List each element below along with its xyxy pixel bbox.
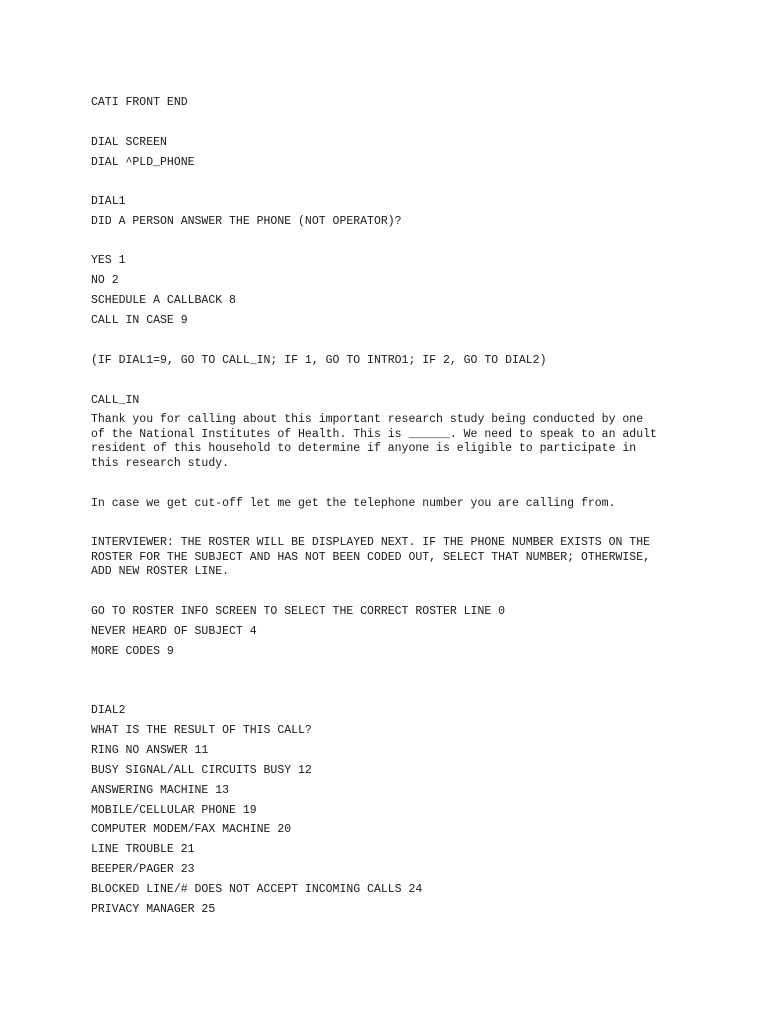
dial-screen-subheading: DIAL ^PLD_PHONE: [91, 156, 195, 169]
dial2-option: COMPUTER MODEM/FAX MACHINE 20: [91, 823, 292, 836]
dial1-option: CALL IN CASE 9: [91, 314, 188, 327]
dial1-question: DID A PERSON ANSWER THE PHONE (NOT OPERATOR)?: [91, 215, 402, 228]
dial2-question: WHAT IS THE RESULT OF THIS CALL?: [91, 724, 312, 737]
dial2-option: BUSY SIGNAL/ALL CIRCUITS BUSY 12: [91, 764, 312, 777]
interviewer-instruction-line: ADD NEW ROSTER LINE.: [91, 565, 230, 579]
dial1-option: YES 1: [91, 254, 126, 267]
call-in-option: NEVER HEARD OF SUBJECT 4: [91, 625, 257, 638]
call-in-option: GO TO ROSTER INFO SCREEN TO SELECT THE CORRECT ROSTER LINE 0: [91, 605, 506, 618]
dial2-option: PRIVACY MANAGER 25: [91, 903, 216, 916]
call-in-intro-line: Thank you for calling about this important research study being conducted by one: [91, 413, 644, 426]
interviewer-instruction: [91, 536, 691, 580]
dial2-option: LINE TROUBLE 21: [91, 843, 195, 856]
interviewer-instruction-line: ROSTER FOR THE SUBJECT AND HAS NOT BEEN CODED OUT, SELECT THAT NUMBER; OTHERWISE,: [91, 550, 650, 564]
dial2-option: RING NO ANSWER 11: [91, 744, 209, 757]
dial1-option: SCHEDULE A CALLBACK 8: [91, 294, 236, 307]
document-title: CATI FRONT END: [91, 96, 188, 109]
dial2-option: MOBILE/CELLULAR PHONE 19: [91, 804, 257, 817]
call-in-intro-line: of the National Institutes of Health. This is ______. We need to speak to an adult: [91, 427, 657, 441]
call-in-intro: [91, 413, 691, 471]
interviewer-instruction-line: INTERVIEWER: THE ROSTER WILL BE DISPLAYED NEXT. IF THE PHONE NUMBER EXISTS ON THE: [91, 536, 650, 549]
dial2-option: ANSWERING MACHINE 13: [91, 784, 230, 797]
dial2-id: DIAL2: [91, 704, 126, 717]
call-in-option: MORE CODES 9: [91, 645, 174, 658]
dial2-option: BLOCKED LINE/# DOES NOT ACCEPT INCOMING CALLS 24: [91, 883, 423, 896]
dial1-option: NO 2: [91, 274, 119, 287]
call-in-cutoff: In case we get cut-off let me get the telephone number you are calling from.: [91, 497, 616, 510]
dial-screen-heading: DIAL SCREEN: [91, 136, 167, 149]
call-in-intro-line: this research study.: [91, 456, 230, 470]
dial2-option: BEEPER/PAGER 23: [91, 863, 195, 876]
dial1-id: DIAL1: [91, 195, 126, 208]
call-in-intro-line: resident of this household to determine if anyone is eligible to participate in: [91, 442, 637, 456]
dial1-routing: (IF DIAL1=9, GO TO CALL_IN; IF 1, GO TO INTRO1; IF 2, GO TO DIAL2): [91, 354, 547, 367]
call-in-id: CALL_IN: [91, 394, 140, 407]
